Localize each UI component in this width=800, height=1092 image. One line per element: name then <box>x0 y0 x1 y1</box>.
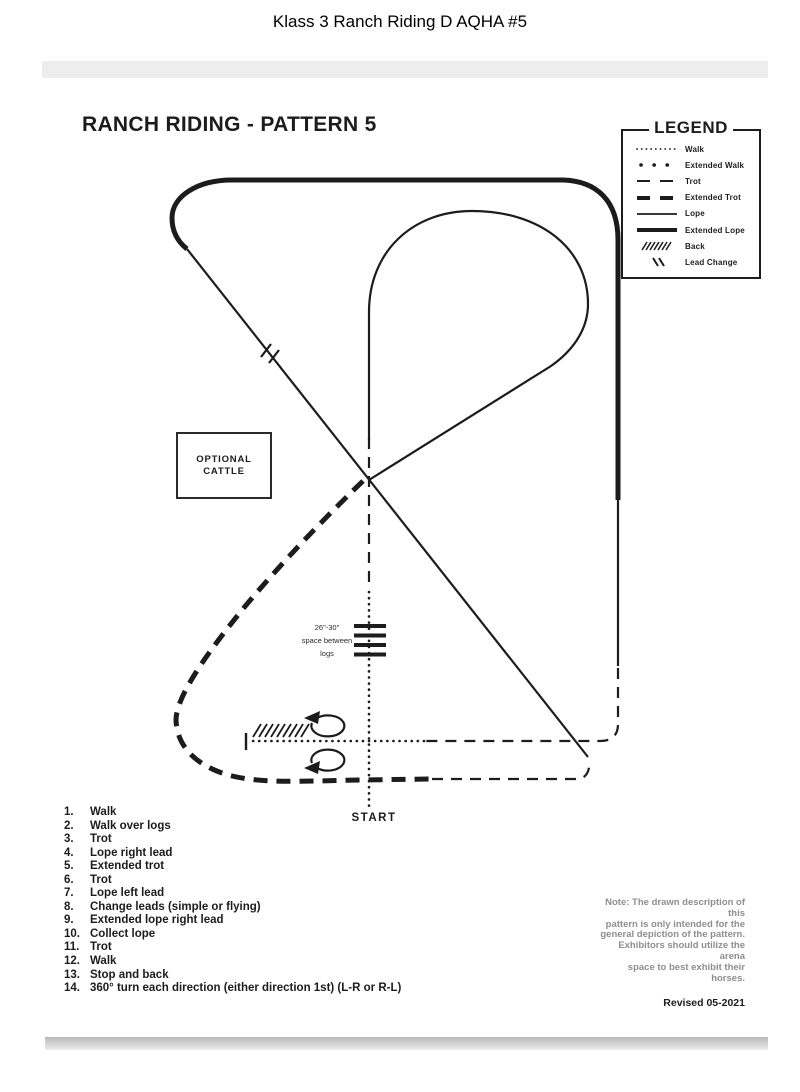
maneuver-text: Walk <box>90 955 117 968</box>
maneuver-text: 360° turn each direction (either direction 1st) (L-R or R-L) <box>90 982 402 995</box>
legend-box <box>621 118 761 279</box>
maneuver-text: Lope left lead <box>90 887 165 900</box>
logs-note-line3: logs <box>320 649 334 658</box>
legend-label: Walk <box>685 144 705 154</box>
legend-label: Extended Trot <box>685 193 741 203</box>
maneuver-number: 13. <box>64 968 80 981</box>
maneuver-item <box>64 847 544 861</box>
maneuver-number: 5. <box>64 860 74 873</box>
maneuver-item <box>64 969 544 983</box>
maneuver-item <box>64 914 544 928</box>
maneuver-number: 8. <box>64 900 74 913</box>
maneuver-item <box>64 860 544 874</box>
trot-right-corner-path <box>424 668 618 741</box>
maneuver-number: 14. <box>64 982 80 995</box>
document-title: Klass 3 Ranch Riding D AQHA #5 <box>272 12 528 31</box>
start-label: START <box>351 812 397 824</box>
disclaimer-note <box>600 898 745 984</box>
legend-row-lead-change <box>629 254 757 270</box>
maneuver-text: Extended lope right lead <box>90 914 224 927</box>
maneuver-text: Stop and back <box>90 968 169 981</box>
extended-lope-solid-line-icon <box>629 225 685 235</box>
legend-row-extended-trot <box>629 190 757 206</box>
maneuver-item <box>64 887 544 901</box>
walk-dotted-line-icon <box>629 144 685 154</box>
logs-note-line1: 26"-30" <box>314 623 340 632</box>
legend-row-walk <box>629 141 757 157</box>
logs-note-line2: space between <box>301 636 353 645</box>
lope-diagonal-path <box>187 249 588 757</box>
legend-row-extended-lope <box>629 222 757 238</box>
maneuver-text: Extended trot <box>90 860 165 873</box>
maneuver-text: Change leads (simple or flying) <box>90 900 261 913</box>
maneuver-number: 6. <box>64 873 74 886</box>
maneuver-number: 11. <box>64 941 80 954</box>
turn-360-upper-arrow-icon <box>304 711 344 736</box>
maneuver-number: 7. <box>64 887 74 900</box>
maneuver-item <box>64 820 544 834</box>
maneuver-number: 3. <box>64 833 74 846</box>
lope-teardrop-path <box>369 211 588 480</box>
maneuver-number: 12. <box>64 955 80 968</box>
legend-label: Trot <box>685 176 701 186</box>
optional-cattle-box <box>176 432 272 499</box>
legend-row-lope <box>629 206 757 222</box>
legend-rows <box>629 141 757 271</box>
legend-title: LEGEND <box>649 118 733 138</box>
maneuver-number: 9. <box>64 914 74 927</box>
maneuver-number: 10. <box>64 927 80 940</box>
legend-row-trot <box>629 173 757 189</box>
legend-row-extended-walk <box>629 157 757 173</box>
note-line: space to best exhibit their horses. <box>627 961 745 984</box>
logs-spacing-note <box>288 621 366 660</box>
optional-cattle-line2: CATTLE <box>203 465 245 477</box>
maneuver-item <box>64 928 544 942</box>
maneuver-text: Trot <box>90 941 112 954</box>
trot-dashed-line-icon <box>629 176 685 186</box>
maneuver-text: Walk <box>90 806 117 818</box>
maneuver-number: 2. <box>64 819 74 832</box>
legend-row-back <box>629 238 757 254</box>
note-line: Exhibitors should utilize the arena <box>618 940 745 962</box>
note-line: general depiction of the pattern. <box>600 929 745 941</box>
revised-date: Revised 05-2021 <box>663 997 745 1009</box>
back-hatch-icon <box>629 241 685 251</box>
legend-label: Lope <box>685 209 705 219</box>
trot-bottom-path <box>432 761 589 779</box>
maneuver-text: Trot <box>90 833 112 846</box>
note-line: pattern is only intended for the <box>605 918 745 930</box>
maneuver-text: Walk over logs <box>90 819 171 832</box>
maneuver-item <box>64 982 544 996</box>
maneuver-list <box>64 806 544 996</box>
lead-change-slashes-icon <box>629 257 685 267</box>
optional-cattle-line1: OPTIONAL <box>196 453 252 465</box>
legend-label: Extended Lope <box>685 225 745 235</box>
turn-360-lower-arrow-icon <box>304 750 344 774</box>
maneuver-text: Trot <box>90 873 112 886</box>
back-hatch-marks <box>253 724 309 737</box>
maneuver-number: 1. <box>64 806 74 818</box>
maneuver-item <box>64 901 544 915</box>
maneuver-item <box>64 955 544 969</box>
extended-trot-dashed-line-icon <box>629 193 685 203</box>
maneuver-text: Lope right lead <box>90 846 173 859</box>
maneuver-item <box>64 833 544 847</box>
maneuver-item <box>64 941 544 955</box>
note-line: Note: The drawn description of this <box>605 897 745 919</box>
maneuver-number: 4. <box>64 846 74 859</box>
maneuver-item <box>64 874 544 888</box>
maneuver-text: Collect lope <box>90 927 156 940</box>
legend-label: Back <box>685 241 705 251</box>
legend-label: Lead Change <box>685 257 738 267</box>
lope-solid-line-icon <box>629 209 685 219</box>
extended-walk-dots-icon <box>629 160 685 170</box>
legend-label: Extended Walk <box>685 160 745 170</box>
pattern-heading: RANCH RIDING - PATTERN 5 <box>82 113 377 136</box>
maneuver-item <box>64 806 544 820</box>
